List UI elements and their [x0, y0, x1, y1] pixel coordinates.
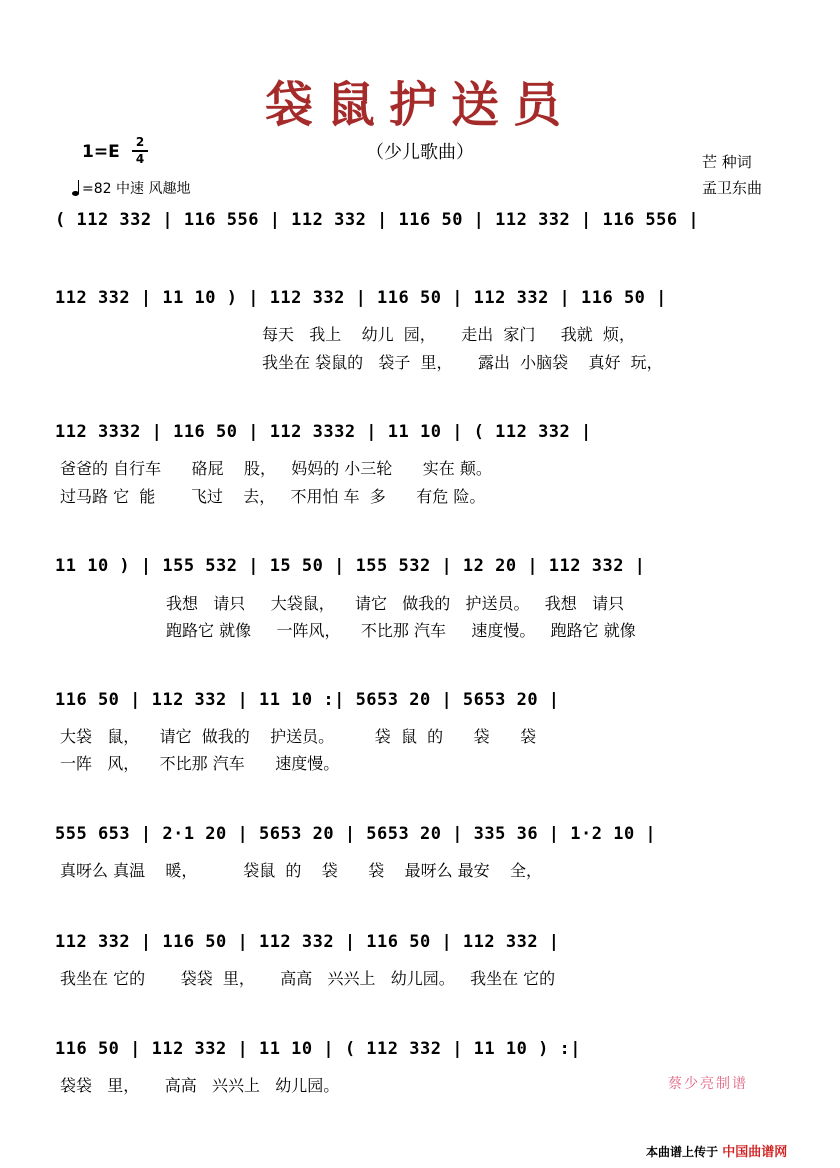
- score-line: 116 50 | 112 332 | 11 10 :| 5653 20 | 5653 20 |: [55, 690, 560, 710]
- footer-prefix: 本曲谱上传于: [646, 1145, 719, 1159]
- score-line: 11 10 ) | 155 532 | 15 50 | 155 532 | 12 20 | 112 332 |: [55, 556, 646, 576]
- score-line: 112 332 | 11 10 ) | 112 332 | 116 50 | 112 332 | 116 50 |: [55, 288, 667, 308]
- key-signature: 1=E: [82, 142, 120, 162]
- time-denominator: 4: [135, 152, 145, 166]
- score-line: 112 3332 | 116 50 | 112 3332 | 11 10 | ( 112 332 |: [55, 422, 592, 442]
- tempo-marking: [72, 178, 190, 198]
- song-title: 袋鼠护送员: [264, 77, 575, 133]
- transcriber-credit: 蔡少亮制谱: [668, 1076, 748, 1092]
- lyric-verse-1: 袋袋 里， 高高 兴兴上 幼儿园。: [60, 1076, 340, 1095]
- lyric-verse-1: 大袋 鼠， 请它 做我的 护送员。 袋 鼠 的 袋 袋: [60, 727, 537, 746]
- site-brand-link[interactable]: 中国曲谱网: [722, 1145, 788, 1160]
- site-footer: [646, 1141, 787, 1160]
- composer-credit: 孟卫东曲: [702, 179, 763, 197]
- lyric-verse-2: 过马路 它 能 飞过 去， 不用怕 车 多 有危 险。: [60, 487, 486, 506]
- score-line: 116 50 | 112 332 | 11 10 | ( 112 332 | 11 10 ) :|: [55, 1039, 582, 1059]
- time-signature: [132, 136, 148, 166]
- score-line: 555 653 | 2·1 20 | 5653 20 | 5653 20 | 335 36 | 1·2 10 |: [55, 824, 657, 844]
- lyricist-credit: 芒 种词: [702, 153, 752, 171]
- score-line: 112 332 | 116 50 | 112 332 | 116 50 | 112 332 |: [55, 932, 560, 952]
- lyric-verse-1: 真呀么 真温 暖， 袋鼠 的 袋 袋 最呀么 最安 全，: [60, 861, 543, 880]
- lyric-verse-1: 爸爸的 自行车 硌屁 股， 妈妈的 小三轮 实在 颠。: [60, 459, 492, 478]
- quarter-note-icon: [72, 180, 82, 196]
- lyric-verse-2: 我坐在 袋鼠的 袋子 里， 露出 小脑袋 真好 玩，: [262, 353, 663, 372]
- time-numerator: 2: [135, 135, 145, 149]
- lyric-verse-1: 我坐在 它的 袋袋 里， 高高 兴兴上 幼儿园。 我坐在 它的: [60, 969, 556, 988]
- lyric-verse-2: 跑路它 就像 一阵风， 不比那 汽车 速度慢。 跑路它 就像: [166, 621, 636, 640]
- tempo-text: =82 中速 风趣地: [82, 181, 191, 197]
- lyric-verse-2: 一阵 风， 不比那 汽车 速度慢。: [60, 754, 340, 773]
- song-subtitle: （少儿歌曲）: [366, 142, 474, 163]
- lyric-verse-1: 每天 我上 幼儿 园， 走出 家门 我就 烦，: [262, 325, 635, 344]
- lyric-verse-1: 我想 请只 大袋鼠， 请它 做我的 护送员。 我想 请只: [166, 594, 625, 613]
- score-line: ( 112 332 | 116 556 | 112 332 | 116 50 | 112 332 | 116 556 |: [55, 210, 700, 230]
